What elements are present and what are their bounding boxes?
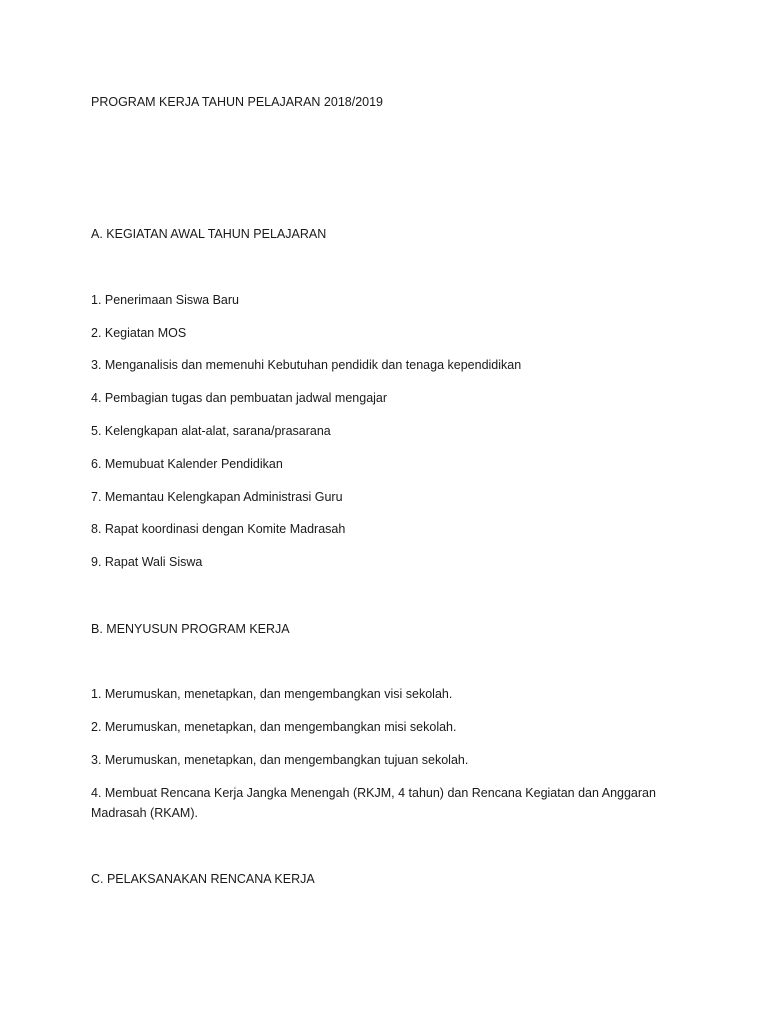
section-a-item: 8. Rapat koordinasi dengan Komite Madrasah <box>91 522 346 536</box>
section-b-item: 3. Merumuskan, menetapkan, dan mengembangkan tujuan sekolah. <box>91 753 469 767</box>
section-a-item: 2. Kegiatan MOS <box>91 326 187 340</box>
section-c-heading: C. PELAKSANAKAN RENCANA KERJA <box>91 872 315 886</box>
section-a-heading: A. KEGIATAN AWAL TAHUN PELAJARAN <box>91 227 327 241</box>
section-a-item: 3. Menganalisis dan memenuhi Kebutuhan pendidik dan tenaga kependidikan <box>91 358 522 372</box>
section-a-item: 1. Penerimaan Siswa Baru <box>91 293 239 307</box>
section-a-item: 9. Rapat Wali Siswa <box>91 555 203 569</box>
section-a-item: 7. Memantau Kelengkapan Administrasi Guru <box>91 490 343 504</box>
section-b-item: 1. Merumuskan, menetapkan, dan mengembangkan visi sekolah. <box>91 687 453 701</box>
section-b-item: 2. Merumuskan, menetapkan, dan mengembangkan misi sekolah. <box>91 720 457 734</box>
section-b-item: 4. Membuat Rencana Kerja Jangka Menengah (RKJM, 4 tahun) dan Rencana Kegiatan dan Anggaran Madrasah (RKAM). <box>91 786 656 820</box>
section-a-item: 4. Pembagian tugas dan pembuatan jadwal mengajar <box>91 391 388 405</box>
section-a-item: 6. Memubuat Kalender Pendidikan <box>91 457 283 471</box>
section-a-item: 5. Kelengkapan alat-alat, sarana/prasarana <box>91 424 331 438</box>
document-title: PROGRAM KERJA TAHUN PELAJARAN 2018/2019 <box>91 95 384 109</box>
section-b-heading: B. MENYUSUN PROGRAM KERJA <box>91 622 290 636</box>
